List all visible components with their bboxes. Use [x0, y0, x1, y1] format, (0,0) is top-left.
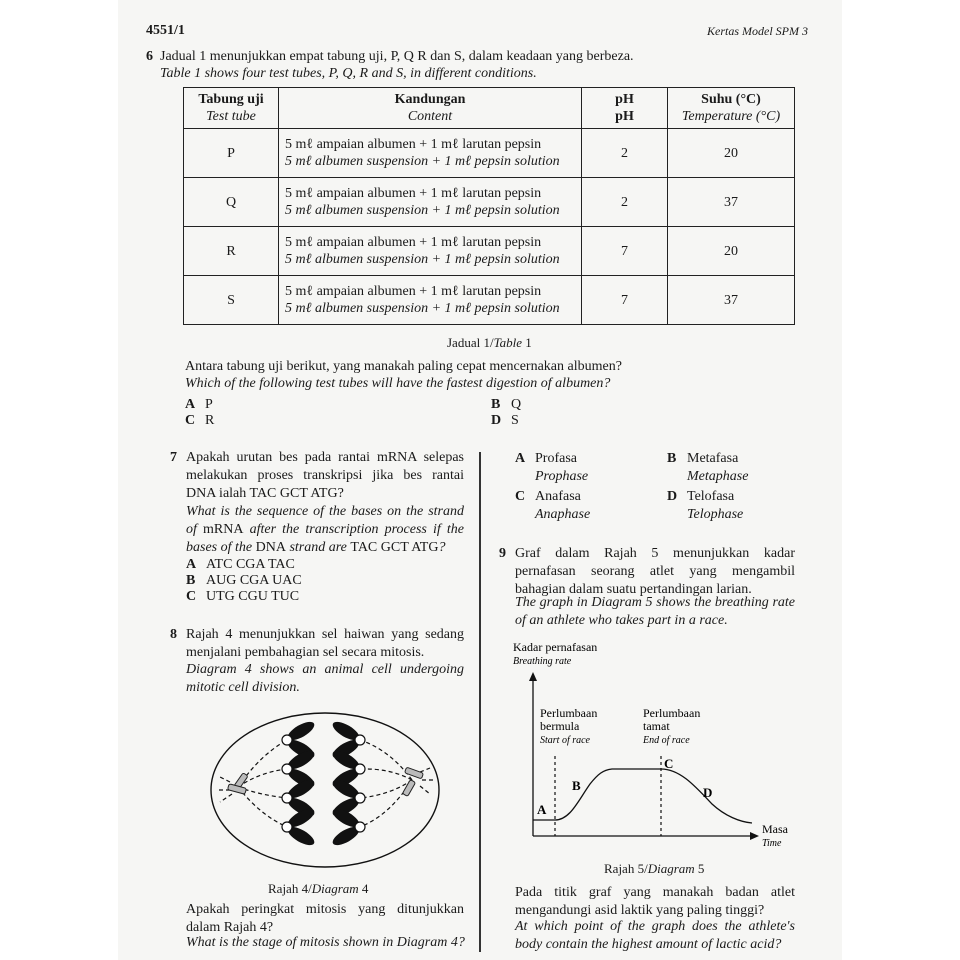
q6-option-a[interactable]: A P	[185, 397, 213, 412]
q8-question-ms: Apakah peringkat mitosis yang ditunjukkan dalam Rajah 4?	[186, 902, 464, 935]
cell-temperature: 20	[668, 227, 795, 276]
q8-option-c[interactable]: C Anafasa Anaphase	[515, 489, 591, 522]
cell-tube: Q	[184, 178, 279, 227]
q8-number: 8	[170, 627, 177, 642]
header-temperature: Suhu (°C) Temperature (°C)	[668, 88, 795, 129]
centromere	[355, 793, 365, 803]
centromere	[282, 822, 292, 832]
header-ph: pH pH	[582, 88, 668, 129]
q6-option-b[interactable]: B Q	[491, 397, 522, 412]
q6-option-d[interactable]: D S	[491, 413, 519, 428]
cell-ph: 7	[582, 276, 668, 325]
paper-title: Kertas Model SPM 3	[707, 24, 808, 38]
centromere	[355, 735, 365, 745]
cell-content: 5 mℓ ampaian albumen + 1 mℓ larutan pepsin 5 mℓ albumen suspension + 1 mℓ pepsin solution	[279, 276, 582, 325]
x-axis-label-en: Time	[762, 838, 782, 849]
table-row	[184, 178, 795, 227]
q8-question-en: What is the stage of mitosis shown in Diagram 4?	[186, 935, 465, 950]
header-content: Kandungan Content	[279, 88, 582, 129]
point-a-label: A	[537, 802, 547, 817]
q7-number: 7	[170, 450, 177, 465]
point-d-label: D	[703, 785, 713, 800]
column-divider	[479, 452, 481, 952]
spindle-fibres	[216, 740, 434, 827]
q6-stem-ms: Jadual 1 menunjukkan empat tabung uji, P, Q R dan S, dalam keadaan yang berbeza.	[160, 49, 634, 64]
x-axis-arrow-icon	[750, 832, 759, 840]
cell-temperature: 37	[668, 276, 795, 325]
end-label-ms-1: Perlumbaan	[643, 706, 701, 720]
mitosis-diagram	[180, 700, 470, 880]
q7-option-b[interactable]: B AUG CGA UAC	[186, 573, 302, 588]
diagram-4-caption: Rajah 4/Diagram 4	[268, 881, 369, 896]
y-axis-label-en: Breathing rate	[513, 656, 572, 667]
point-c-label: C	[664, 756, 674, 771]
end-label-ms-2: tamat	[643, 719, 670, 733]
x-axis-label-ms: Masa	[762, 822, 788, 836]
q7-option-a[interactable]: A ATC CGA TAC	[186, 557, 295, 572]
table-row	[184, 227, 795, 276]
q6-number: 6	[146, 49, 153, 64]
q7-option-c[interactable]: C UTG CGU TUC	[186, 589, 300, 604]
cell-ph: 7	[582, 227, 668, 276]
centromere	[282, 735, 292, 745]
table-row	[184, 129, 795, 178]
q6-option-c[interactable]: C R	[185, 413, 215, 428]
diagram-5-caption: Rajah 5/Diagram 5	[604, 861, 705, 876]
breathing-rate-curve	[533, 769, 752, 823]
q6-stem-en: Table 1 shows four test tubes, P, Q, R and S, in different conditions.	[160, 66, 537, 81]
q8-option-a[interactable]: A Profasa Prophase	[515, 451, 589, 484]
table-1	[183, 87, 795, 325]
cell-ph: 2	[582, 129, 668, 178]
q9-number: 9	[499, 546, 506, 561]
start-label-ms-2: bermula	[540, 719, 580, 733]
y-axis-arrow-icon	[529, 672, 537, 681]
table-header-row	[184, 88, 795, 129]
cell-content: 5 mℓ ampaian albumen + 1 mℓ larutan pepsin 5 mℓ albumen suspension + 1 mℓ pepsin solution	[279, 227, 582, 276]
centromere	[355, 764, 365, 774]
q6-question-ms: Antara tabung uji berikut, yang manakah paling cepat mencernakan albumen?	[185, 359, 622, 374]
y-axis-label-ms: Kadar pernafasan	[513, 640, 598, 654]
start-label-ms-1: Perlumbaan	[540, 706, 598, 720]
centromere	[282, 793, 292, 803]
q8-stem-en: Diagram 4 shows an animal cell undergoing mitotic cell division.	[186, 662, 464, 695]
q9-stem-ms: Graf dalam Rajah 5 menunjukkan kadar pernafasan seorang atlet yang mengambil bahagian dalam suatu pertandingan larian.	[515, 546, 795, 597]
chromosomes	[282, 718, 365, 848]
point-b-label: B	[572, 778, 581, 793]
table-row	[184, 276, 795, 325]
cell-tube: S	[184, 276, 279, 325]
q9-question-en: At which point of the graph does the athlete's body contain the highest amount of lactic acid?	[515, 919, 795, 952]
q8-option-d[interactable]: D Telofasa Telophase	[667, 489, 744, 522]
centriole-left	[228, 773, 249, 795]
centromere	[282, 764, 292, 774]
q7-stem-en: What is the sequence of the bases on the strand of mRNA after the transcription process if the bases of the DNA strand are TAC GCT ATG?	[186, 504, 464, 555]
q6-question-en: Which of the following test tubes will have the fastest digestion of albumen?	[185, 376, 611, 391]
paper-code: 4551/1	[146, 23, 185, 38]
cell-tube: P	[184, 129, 279, 178]
table-caption: Jadual 1/Table 1	[447, 335, 532, 350]
q7-stem-ms: Apakah urutan bes pada rantai mRNA selepas melakukan proses transkripsi jika bes rantai DNA ialah TAC GCT ATG?	[186, 450, 464, 501]
cell-temperature: 37	[668, 178, 795, 227]
q9-stem-en: The graph in Diagram 5 shows the breathing rate of an athlete who takes part in a race.	[515, 595, 795, 628]
cell-ph: 2	[582, 178, 668, 227]
header-test-tube: Tabung uji Test tube	[184, 88, 279, 129]
breathing-rate-graph	[500, 636, 800, 881]
start-label-en: Start of race	[540, 735, 590, 746]
q9-question-ms: Pada titik graf yang manakah badan atlet mengandungi asid laktik yang paling tinggi?	[515, 885, 795, 918]
centromere	[355, 822, 365, 832]
end-label-en: End of race	[643, 735, 690, 746]
cell-temperature: 20	[668, 129, 795, 178]
cell-tube: R	[184, 227, 279, 276]
q8-option-b[interactable]: B Metafasa Metaphase	[667, 451, 749, 484]
cell-content: 5 mℓ ampaian albumen + 1 mℓ larutan pepsin 5 mℓ albumen suspension + 1 mℓ pepsin solution	[279, 129, 582, 178]
q8-stem-ms: Rajah 4 menunjukkan sel haiwan yang sedang menjalani pembahagian sel secara mitosis.	[186, 627, 464, 660]
cell-content: 5 mℓ ampaian albumen + 1 mℓ larutan pepsin 5 mℓ albumen suspension + 1 mℓ pepsin solution	[279, 178, 582, 227]
